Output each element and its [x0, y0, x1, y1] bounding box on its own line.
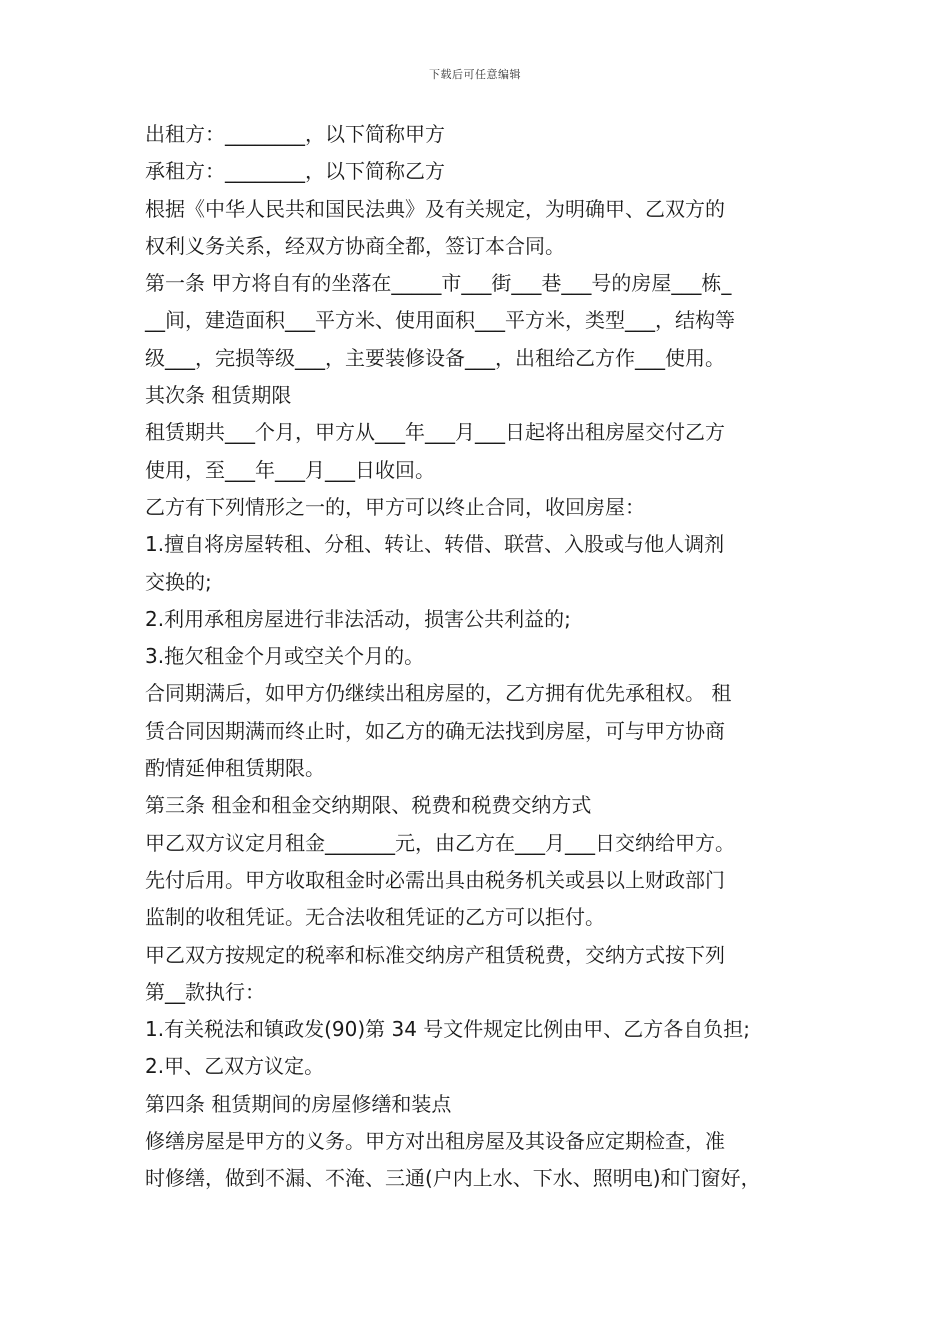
doc-line: 甲乙双方议定月租金_______元，由乙方在___月___日交纳给甲方。 [145, 830, 735, 855]
doc-line: 出租方：________，以下简称甲方 [145, 122, 445, 146]
doc-line: 级___，完损等级___，主要装修设备___，出租给乙方作___使用。 [145, 345, 725, 370]
list-item-continuation: 交换的; [145, 569, 212, 594]
doc-line: 合同期满后，如甲方仍继续出租房屋的，乙方拥有优先承租权。 租 [145, 681, 732, 706]
doc-line: 权利义务关系，经双方协商全都，签订本合同。 [145, 233, 565, 258]
doc-line: 时修缮，做到不漏、不淹、三通(户内上水、下水、照明电)和门窗好， [145, 1166, 761, 1191]
list-item: 1.擅自将房屋转租、分租、转让、转借、联营、入股或与他人调剂 [145, 532, 725, 557]
section-heading: 第四条 租赁期间的房屋修缮和装点 [145, 1091, 452, 1116]
doc-line: 第一条 甲方将自有的坐落在_____市___街___巷___号的房屋___栋_ [145, 271, 732, 296]
doc-line: 租赁期共___个月，甲方从___年___月___日起将出租房屋交付乙方 [145, 420, 725, 445]
doc-line: 监制的收租凭证。无合法收租凭证的乙方可以拒付。 [145, 905, 605, 930]
doc-line: 乙方有下列情形之一的，甲方可以终止合同，收回房屋： [145, 494, 645, 519]
section-heading: 其次条 租赁期限 [145, 383, 292, 408]
page-header-note: 下载后可任意编辑 [429, 68, 521, 81]
list-item: 2.利用承租房屋进行非法活动，损害公共利益的; [145, 606, 571, 631]
section-heading: 第三条 租金和租金交纳期限、税费和税费交纳方式 [145, 793, 592, 818]
doc-line: 承租方：________，以下简称乙方 [145, 159, 445, 184]
document-body [145, 116, 815, 1198]
doc-line: 先付后用。甲方收取租金时必需出具由税务机关或县以上财政部门 [145, 867, 725, 892]
list-item: 2.甲、乙双方议定。 [145, 1054, 325, 1079]
list-item: 1.有关税法和镇政发(90)第 34 号文件规定比例由甲、乙方各自负担; [145, 1017, 751, 1042]
doc-line: 赁合同因期满而终止时，如乙方的确无法找到房屋，可与甲方协商 [145, 718, 725, 743]
doc-line: 修缮房屋是甲方的义务。甲方对出租房屋及其设备应定期检查，准 [145, 1129, 725, 1154]
doc-line: 酌情延伸租赁期限。 [145, 756, 325, 781]
doc-line: __间，建造面积___平方米、使用面积___平方米，类型___，结构等 [145, 308, 735, 333]
doc-line: 第__款执行： [145, 979, 265, 1004]
doc-line: 使用，至___年___月___日收回。 [145, 457, 435, 482]
doc-line: 根据《中华人民共和国民法典》及有关规定，为明确甲、乙双方的 [145, 196, 725, 221]
doc-line: 甲乙双方按规定的税率和标准交纳房产租赁税费，交纳方式按下列 [145, 942, 725, 967]
list-item: 3.拖欠租金个月或空关个月的。 [145, 644, 425, 669]
